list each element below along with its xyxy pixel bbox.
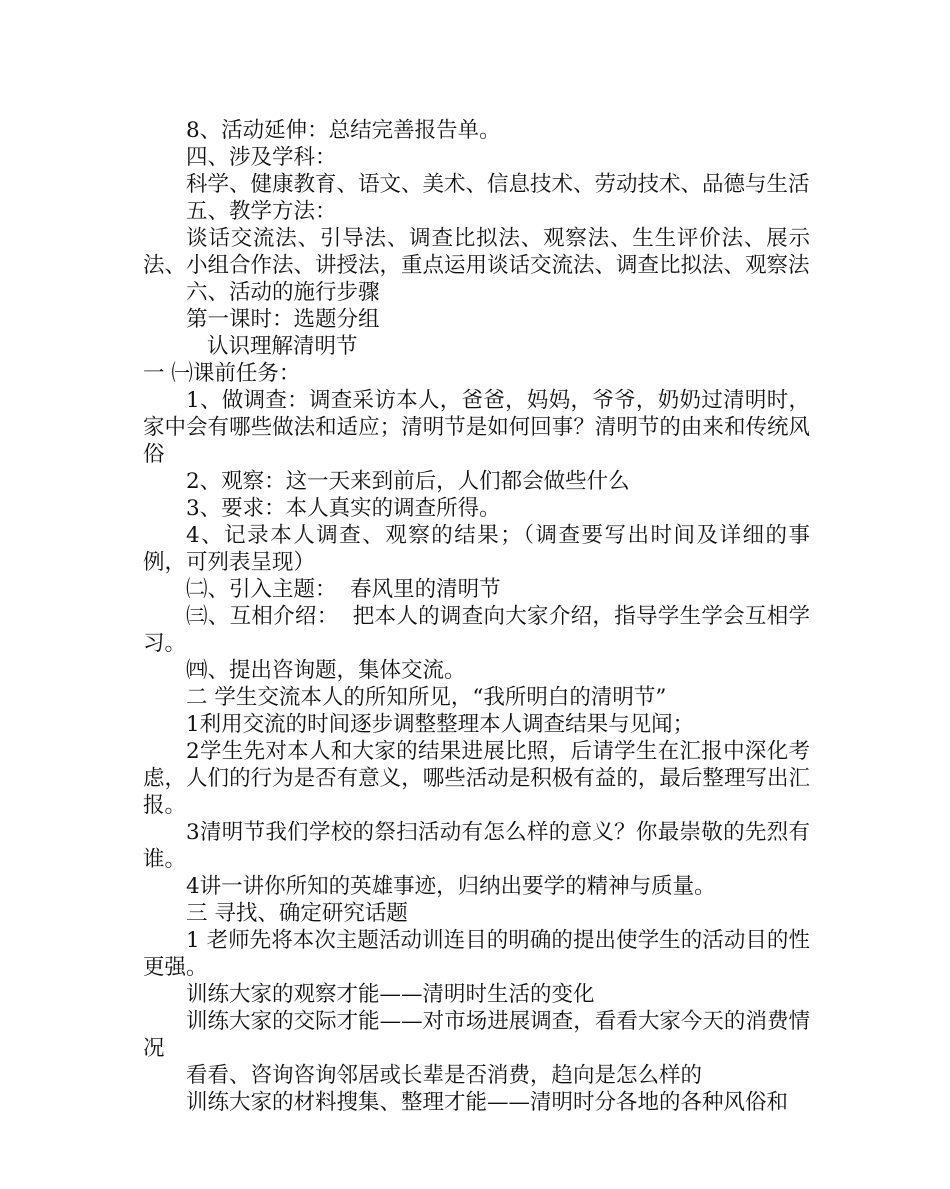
paragraph: 8、活动延伸：总结完善报告单。: [186, 118, 501, 143]
document-body: [143, 117, 810, 1116]
paragraph: 4讲一讲你所知的英雄事迹，归纳出要学的精神与质量。: [186, 874, 716, 899]
paragraph: ㈢、互相介绍： 把本人的调查向大家介绍，指导学生学会互相学习。: [143, 604, 810, 656]
paragraph: 六、活动的施行步骤: [186, 280, 380, 305]
paragraph: ㈣、提出咨询题，集体交流。: [186, 658, 466, 683]
paragraph: ㈡、引入主题： 春风里的清明节: [186, 577, 501, 602]
paragraph: 1 老师先将本次主题活动训连目的明确的提出使学生的活动目的性更强。: [143, 928, 810, 980]
paragraph: 三 寻找、确定研究话题: [186, 901, 408, 926]
paragraph: 1利用交流的时间逐步调整整理本人调查结果与见闻；: [186, 712, 695, 737]
paragraph: 认识理解清明节: [207, 334, 358, 359]
paragraph: 2、观察：这一天来到前后，人们都会做些什么: [186, 469, 630, 494]
paragraph: 谈话交流法、引导法、调查比拟法、观察法、生生评价法、展示法、小组合作法、讲授法，重点运用谈话交流法、调查比拟法、观察法: [143, 226, 810, 278]
paragraph: 四、涉及学科：: [186, 145, 337, 170]
paragraph: 科学、健康教育、语文、美术、信息技术、劳动技术、品德与生活: [186, 172, 810, 197]
paragraph: 二 学生交流本人的所知所见，“我所明白的清明节”: [186, 685, 667, 710]
paragraph: 看看、咨询咨询邻居或长辈是否消费，趋向是怎么样的: [186, 1063, 703, 1088]
paragraph: 1、做调查：调查采访本人，爸爸，妈妈，爷爷，奶奶过清明时，家中会有哪些做法和适应；清明节是如何回事？清明节的由来和传统风俗: [143, 388, 810, 467]
paragraph: 第一课时：选题分组: [186, 307, 380, 332]
paragraph: 2学生先对本人和大家的结果进展比照，后请学生在汇报中深化考虑，人们的行为是否有意义，哪些活动是积极有益的，最后整理写出汇报。: [143, 739, 810, 818]
paragraph: 训练大家的观察才能——清明时生活的变化: [186, 982, 595, 1007]
paragraph: 训练大家的交际才能——对市场进展调查，看看大家今天的消费情况: [143, 1009, 810, 1061]
paragraph: 3清明节我们学校的祭扫活动有怎么样的意义？你最崇敬的先烈有谁。: [143, 820, 810, 872]
paragraph: 一 ㈠课前任务：: [143, 361, 301, 386]
paragraph: 3、要求：本人真实的调查所得。: [186, 496, 501, 521]
paragraph: 训练大家的材料搜集、整理才能——清明时分各地的各种风俗和: [186, 1090, 789, 1115]
paragraph: 五、教学方法：: [186, 199, 337, 224]
paragraph: 4、记录本人调查、观察的结果；（调查要写出时间及详细的事例，可列表呈现）: [143, 523, 810, 575]
